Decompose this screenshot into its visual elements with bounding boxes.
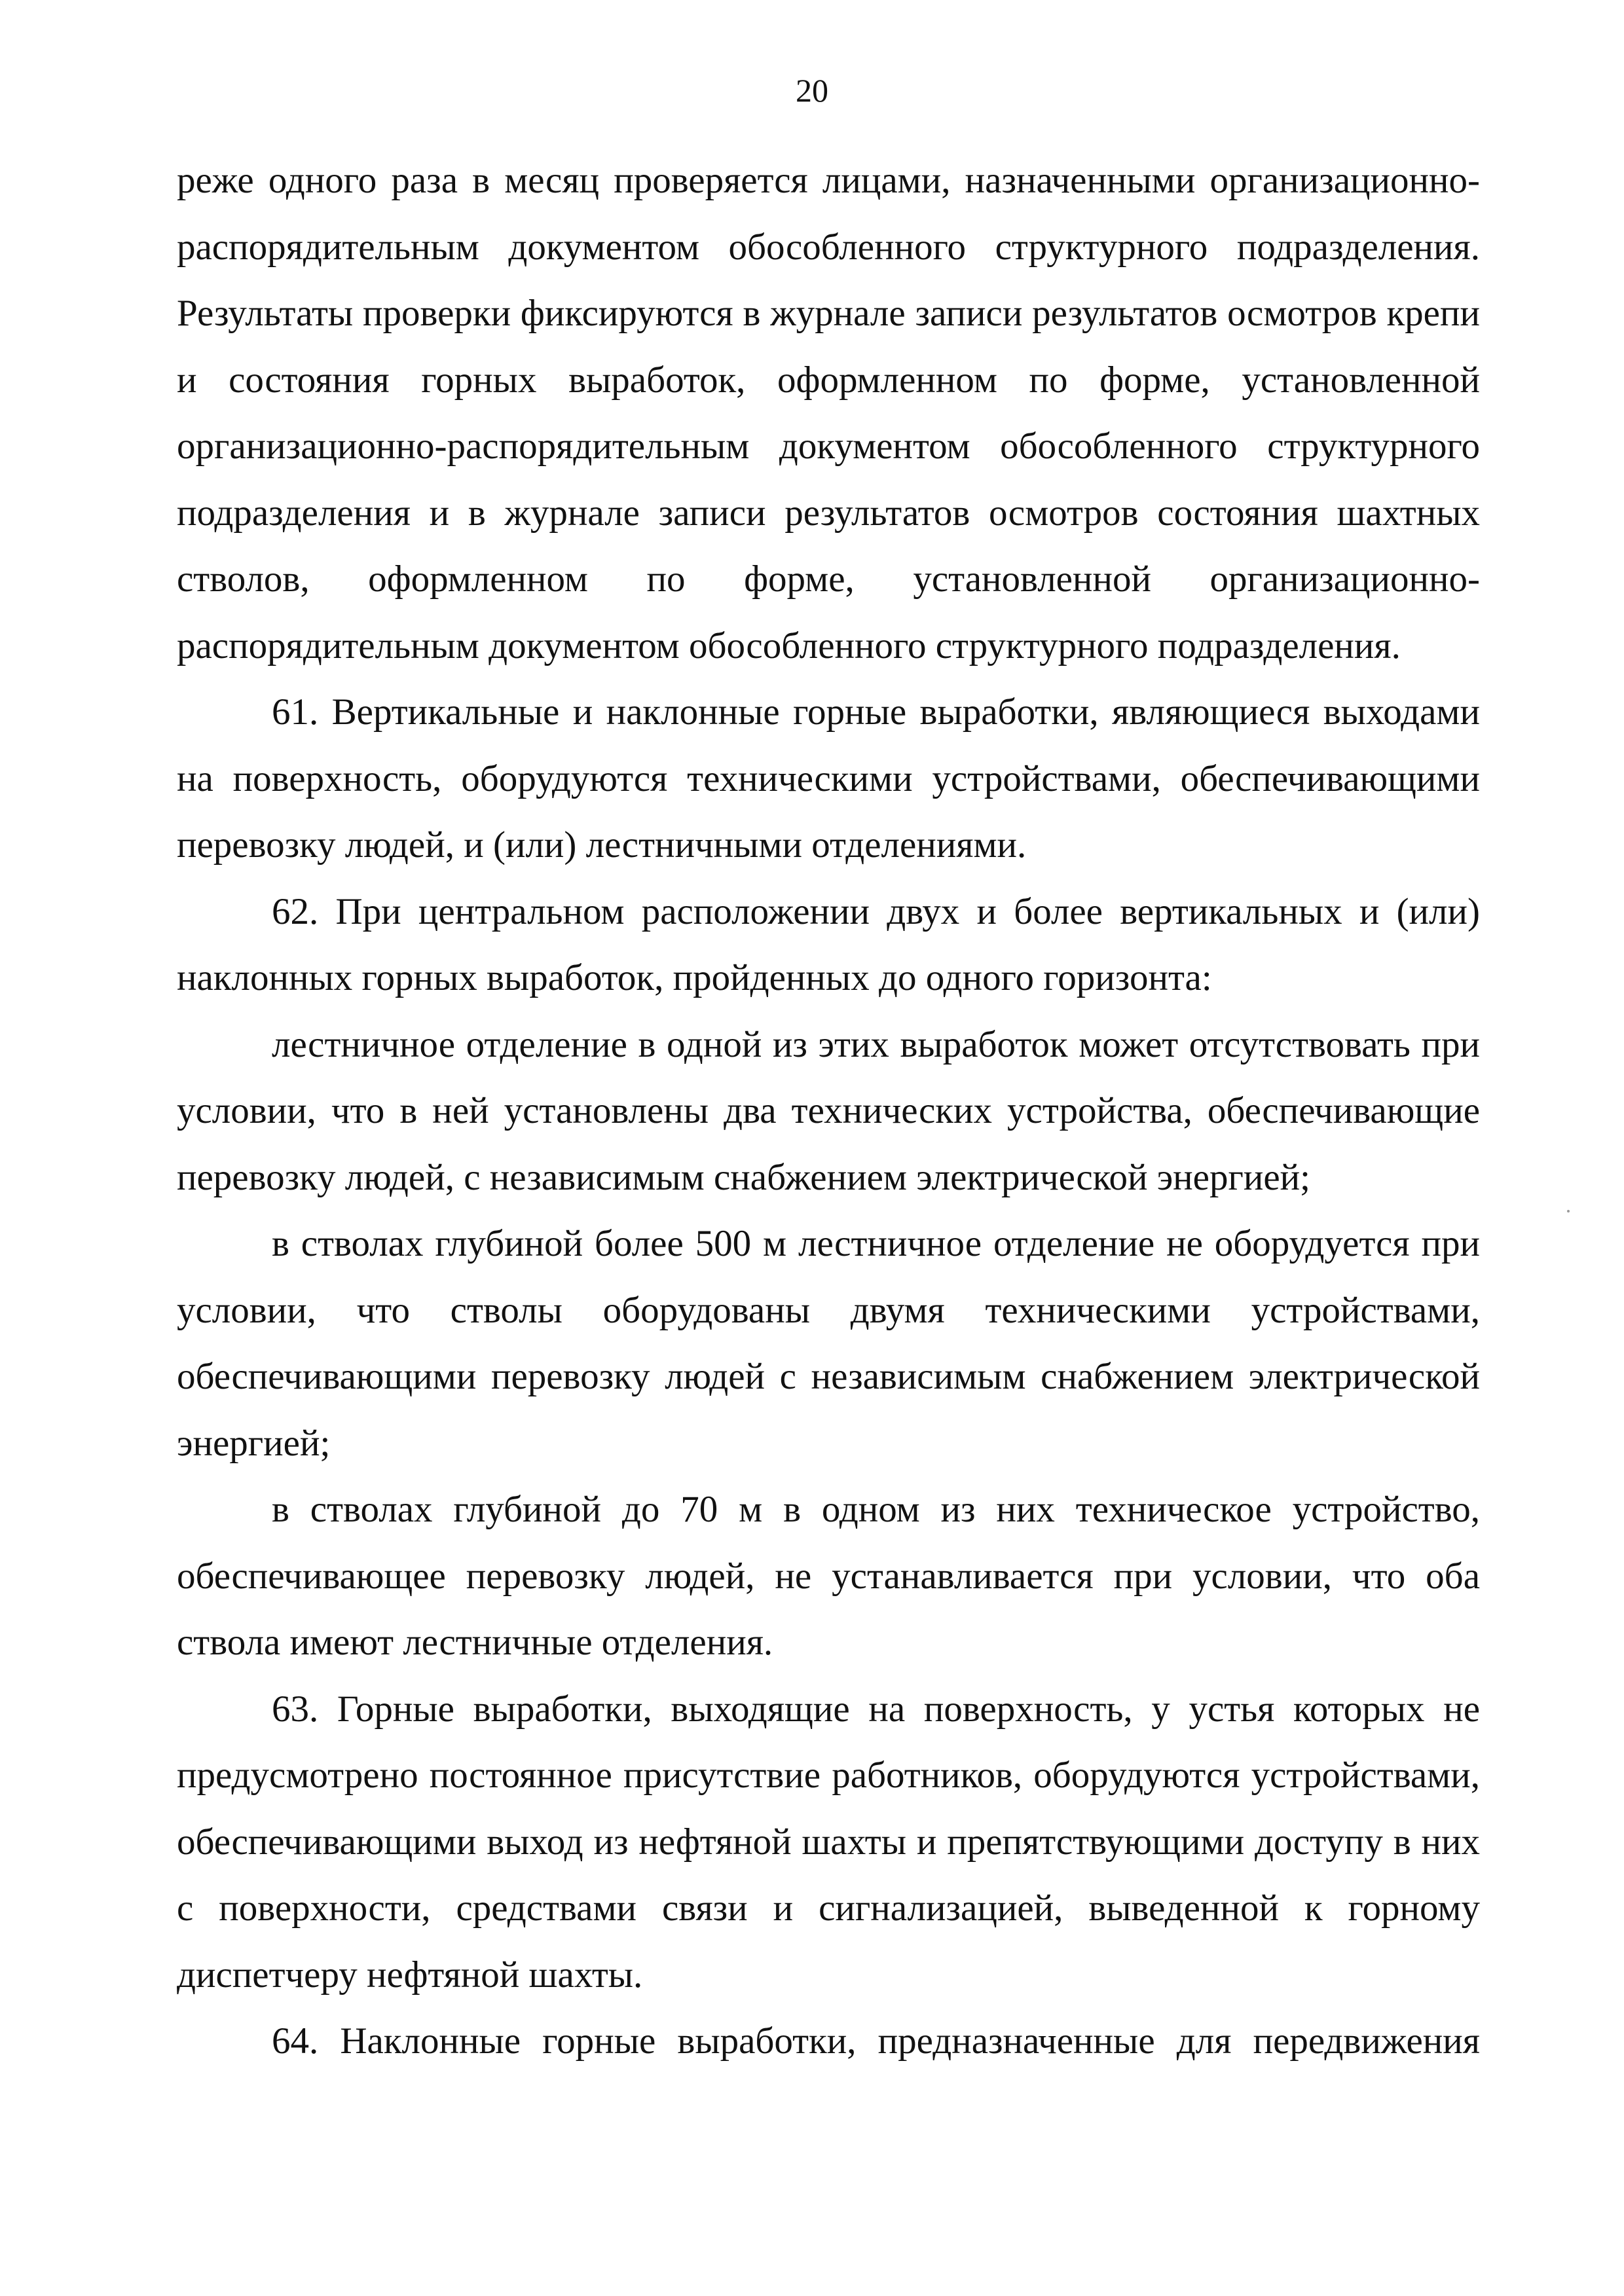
scan-speck xyxy=(1567,1210,1570,1212)
paragraph-62: 62. При центральном расположении двух и более вертикальных и (или) наклонных горных выработок, пройденных до одного горизонта: xyxy=(177,890,1480,998)
paragraph-62-item-staircase: лестничное отделение в одной из этих выработок может отсутствовать при условии, что в ней установлены два технических устройства, обеспечивающие перевозку людей, с независимым снабжением электрической энергией; xyxy=(177,1023,1480,1198)
paragraph-62-item-depth-500: в стволах глубиной более 500 м лестничное отделение не оборудуется при условии, что стволы оборудованы двумя техническими устройствами, обеспечивающими перевозку людей с независимым снабжением электрической энергией; xyxy=(177,1223,1480,1464)
paragraph-62-item-depth-70: в стволах глубиной до 70 м в одном из них техническое устройство, обеспечивающее перевозку людей, не устанавливается при условии, что оба ствола имеют лестничные отделения. xyxy=(177,1489,1480,1663)
paragraph-63: 63. Горные выработки, выходящие на поверхность, у устья которых не предусмотрено постоянное присутствие работников, оборудуются устройствами, обеспечивающими выход из нефтяной шахты и препятствующими доступу в них с поверхности, средствами связи и сигнализацией, выведенной к горному диспетчеру нефтяной шахты. xyxy=(177,1688,1480,1995)
paragraph-continuation: реже одного раза в месяц проверяется лицами, назначенными организационно-распорядительным документом обособленного структурного подразделения. Результаты проверки фиксируются в журнале записи результатов осмотров крепи и состояния горных выработок, оформленном по форме, установленной организационно-распорядительным документом обособленного структурного подразделения и в журнале записи результатов осмотров состояния шахтных стволов, оформленном по форме, установленной организационно-распорядительным документом обособленного структурного подразделения. xyxy=(177,160,1480,666)
page-number: 20 xyxy=(796,72,828,109)
paragraph-61: 61. Вертикальные и наклонные горные выработки, являющиеся выходами на поверхность, оборудуются техническими устройствами, обеспечивающими перевозку людей, и (или) лестничными отделениями. xyxy=(177,691,1480,866)
document-body xyxy=(177,147,1480,2075)
paragraph-64: 64. Наклонные горные выработки, предназначенные для передвижения xyxy=(272,2020,1480,2062)
